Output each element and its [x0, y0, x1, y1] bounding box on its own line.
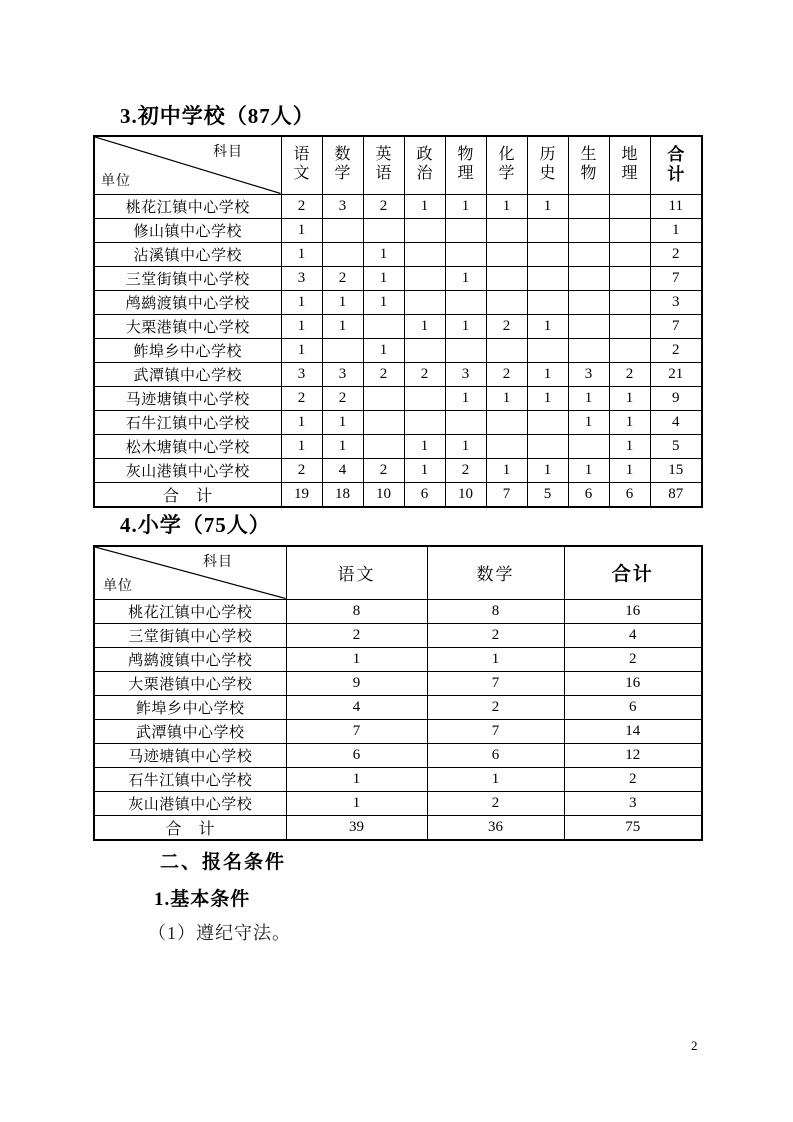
value-cell: 1 [568, 410, 609, 434]
value-cell: 1 [568, 458, 609, 482]
school-name-cell: 武潭镇中心学校 [94, 719, 286, 743]
table-row [94, 695, 702, 719]
school-name-cell: 石牛江镇中心学校 [94, 410, 281, 434]
school-name-cell: 桃花江镇中心学校 [94, 599, 286, 623]
row-total-cell: 16 [564, 599, 702, 623]
value-cell [404, 386, 445, 410]
table-row [94, 743, 702, 767]
value-cell: 2 [281, 386, 322, 410]
grand-total-cell: 75 [564, 815, 702, 840]
corner-label-subject: 科目 [213, 145, 243, 160]
value-cell: 1 [404, 458, 445, 482]
value-cell: 1 [445, 194, 486, 218]
value-cell: 8 [427, 599, 564, 623]
column-header: 物理 [445, 136, 486, 194]
value-cell [404, 338, 445, 362]
total-label-cell: 合 计 [94, 482, 281, 507]
header-row [94, 136, 702, 194]
column-header: 化学 [486, 136, 527, 194]
value-cell [322, 218, 363, 242]
value-cell: 1 [527, 458, 568, 482]
row-total-cell: 4 [650, 410, 702, 434]
value-cell: 1 [486, 386, 527, 410]
value-cell: 8 [286, 599, 427, 623]
value-cell [568, 434, 609, 458]
school-name-cell: 马迹塘镇中心学校 [94, 743, 286, 767]
value-cell [527, 338, 568, 362]
value-cell: 1 [445, 266, 486, 290]
value-cell: 1 [568, 386, 609, 410]
total-value-cell: 6 [609, 482, 650, 507]
row-total-cell: 11 [650, 194, 702, 218]
value-cell [486, 218, 527, 242]
basic-conditions-subheading: 1.基本条件 [154, 889, 251, 910]
value-cell: 1 [527, 362, 568, 386]
value-cell: 1 [527, 194, 568, 218]
value-cell [568, 338, 609, 362]
table-row [94, 242, 702, 266]
value-cell [609, 290, 650, 314]
value-cell: 2 [427, 791, 564, 815]
school-name-cell: 鸬鹚渡镇中心学校 [94, 290, 281, 314]
value-cell: 3 [445, 362, 486, 386]
table-row [94, 767, 702, 791]
section-heading-primary-school: 4.小学（75人） [120, 513, 271, 537]
value-cell: 7 [427, 671, 564, 695]
value-cell: 1 [404, 194, 445, 218]
value-cell [527, 242, 568, 266]
value-cell: 1 [322, 434, 363, 458]
table-row [94, 434, 702, 458]
value-cell [486, 242, 527, 266]
value-cell [363, 434, 404, 458]
value-cell: 3 [568, 362, 609, 386]
value-cell: 2 [404, 362, 445, 386]
value-cell: 2 [427, 695, 564, 719]
value-cell [527, 218, 568, 242]
table-row [94, 386, 702, 410]
school-name-cell: 鲊埠乡中心学校 [94, 338, 281, 362]
value-cell: 1 [445, 434, 486, 458]
value-cell [363, 218, 404, 242]
corner-label-unit: 单位 [103, 578, 133, 594]
value-cell: 2 [322, 266, 363, 290]
row-total-cell: 5 [650, 434, 702, 458]
value-cell: 3 [322, 362, 363, 386]
row-total-cell: 2 [564, 767, 702, 791]
value-cell [609, 338, 650, 362]
value-cell [322, 242, 363, 266]
value-cell: 2 [486, 314, 527, 338]
row-total-cell: 2 [650, 338, 702, 362]
table-row [94, 338, 702, 362]
value-cell [568, 290, 609, 314]
school-name-cell: 松木塘镇中心学校 [94, 434, 281, 458]
table-row [94, 458, 702, 482]
value-cell [568, 266, 609, 290]
column-header-total: 合计 [650, 136, 702, 194]
school-name-cell: 三堂街镇中心学校 [94, 266, 281, 290]
value-cell: 1 [404, 434, 445, 458]
value-cell: 2 [486, 362, 527, 386]
value-cell: 1 [527, 386, 568, 410]
column-header: 政治 [404, 136, 445, 194]
value-cell: 1 [322, 314, 363, 338]
total-value-cell: 18 [322, 482, 363, 507]
value-cell: 1 [609, 410, 650, 434]
value-cell [609, 194, 650, 218]
value-cell: 9 [286, 671, 427, 695]
column-header: 语文 [286, 546, 427, 599]
school-name-cell: 修山镇中心学校 [94, 218, 281, 242]
value-cell: 2 [609, 362, 650, 386]
middle-school-table [93, 135, 703, 508]
conditions-heading: 二、报名条件 [160, 852, 287, 873]
column-header: 历史 [527, 136, 568, 194]
school-name-cell: 灰山港镇中心学校 [94, 458, 281, 482]
value-cell [527, 434, 568, 458]
value-cell [404, 218, 445, 242]
value-cell [445, 410, 486, 434]
value-cell: 1 [281, 434, 322, 458]
value-cell: 4 [286, 695, 427, 719]
table-row [94, 314, 702, 338]
table-row [94, 266, 702, 290]
total-value-cell: 10 [363, 482, 404, 507]
row-total-cell: 12 [564, 743, 702, 767]
table-row [94, 719, 702, 743]
value-cell: 1 [281, 410, 322, 434]
header-row [94, 546, 702, 599]
value-cell [445, 338, 486, 362]
value-cell [568, 218, 609, 242]
value-cell [404, 410, 445, 434]
school-name-cell: 大栗港镇中心学校 [94, 671, 286, 695]
value-cell: 6 [286, 743, 427, 767]
school-name-cell: 武潭镇中心学校 [94, 362, 281, 386]
corner-label-subject: 科目 [203, 555, 233, 570]
table-row [94, 410, 702, 434]
value-cell: 1 [363, 242, 404, 266]
value-cell: 2 [281, 458, 322, 482]
value-cell: 2 [445, 458, 486, 482]
value-cell: 2 [281, 194, 322, 218]
school-name-cell: 石牛江镇中心学校 [94, 767, 286, 791]
value-cell: 7 [286, 719, 427, 743]
table-row [94, 290, 702, 314]
column-header: 数学 [427, 546, 564, 599]
value-cell: 1 [486, 194, 527, 218]
value-cell: 1 [486, 458, 527, 482]
value-cell: 4 [322, 458, 363, 482]
value-cell [568, 194, 609, 218]
column-header: 数学 [322, 136, 363, 194]
row-total-cell: 1 [650, 218, 702, 242]
total-value-cell: 10 [445, 482, 486, 507]
value-cell [609, 218, 650, 242]
column-header-total: 合计 [564, 546, 702, 599]
value-cell: 2 [363, 458, 404, 482]
row-total-cell: 15 [650, 458, 702, 482]
table-row [94, 362, 702, 386]
section-heading-middle-school: 3.初中学校（87人） [120, 104, 315, 128]
value-cell: 1 [281, 290, 322, 314]
row-total-cell: 3 [564, 791, 702, 815]
value-cell: 1 [322, 410, 363, 434]
school-name-cell: 沾溪镇中心学校 [94, 242, 281, 266]
value-cell: 2 [427, 623, 564, 647]
total-row [94, 815, 702, 840]
value-cell [363, 410, 404, 434]
value-cell: 1 [404, 314, 445, 338]
value-cell [322, 338, 363, 362]
row-total-cell: 2 [650, 242, 702, 266]
row-total-cell: 4 [564, 623, 702, 647]
value-cell: 1 [286, 647, 427, 671]
total-value-cell: 39 [286, 815, 427, 840]
value-cell: 1 [286, 767, 427, 791]
row-total-cell: 3 [650, 290, 702, 314]
table-row [94, 671, 702, 695]
value-cell: 1 [322, 290, 363, 314]
value-cell: 1 [363, 290, 404, 314]
value-cell: 1 [281, 338, 322, 362]
value-cell: 1 [281, 242, 322, 266]
value-cell [486, 410, 527, 434]
school-name-cell: 鲊埠乡中心学校 [94, 695, 286, 719]
value-cell: 7 [427, 719, 564, 743]
value-cell: 1 [445, 386, 486, 410]
column-header: 生物 [568, 136, 609, 194]
value-cell: 1 [609, 458, 650, 482]
value-cell: 3 [322, 194, 363, 218]
value-cell: 1 [609, 386, 650, 410]
value-cell [363, 314, 404, 338]
row-total-cell: 2 [564, 647, 702, 671]
value-cell [404, 266, 445, 290]
value-cell: 1 [527, 314, 568, 338]
value-cell [445, 242, 486, 266]
value-cell [568, 242, 609, 266]
value-cell: 1 [427, 647, 564, 671]
row-total-cell: 7 [650, 314, 702, 338]
value-cell: 6 [427, 743, 564, 767]
value-cell: 1 [281, 314, 322, 338]
value-cell [609, 242, 650, 266]
school-name-cell: 大栗港镇中心学校 [94, 314, 281, 338]
total-row [94, 482, 702, 507]
column-header: 英语 [363, 136, 404, 194]
value-cell [445, 218, 486, 242]
table-row [94, 599, 702, 623]
column-header: 语文 [281, 136, 322, 194]
table-row [94, 194, 702, 218]
value-cell [527, 266, 568, 290]
row-total-cell: 6 [564, 695, 702, 719]
total-label-cell: 合 计 [94, 815, 286, 840]
total-value-cell: 7 [486, 482, 527, 507]
value-cell [527, 410, 568, 434]
total-value-cell: 5 [527, 482, 568, 507]
row-total-cell: 16 [564, 671, 702, 695]
row-total-cell: 21 [650, 362, 702, 386]
diagonal-header-cell [94, 136, 281, 194]
value-cell [527, 290, 568, 314]
school-name-cell: 灰山港镇中心学校 [94, 791, 286, 815]
grand-total-cell: 87 [650, 482, 702, 507]
value-cell [609, 266, 650, 290]
value-cell: 1 [363, 338, 404, 362]
corner-label-unit: 单位 [101, 173, 131, 189]
value-cell [363, 386, 404, 410]
value-cell: 1 [281, 218, 322, 242]
table-row [94, 218, 702, 242]
row-total-cell: 7 [650, 266, 702, 290]
diagonal-header-cell [94, 546, 286, 599]
table-row [94, 647, 702, 671]
value-cell: 3 [281, 266, 322, 290]
value-cell [609, 314, 650, 338]
value-cell: 1 [363, 266, 404, 290]
value-cell [445, 290, 486, 314]
school-name-cell: 桃花江镇中心学校 [94, 194, 281, 218]
column-header: 地理 [609, 136, 650, 194]
value-cell: 3 [281, 362, 322, 386]
table-row [94, 791, 702, 815]
value-cell [486, 338, 527, 362]
school-name-cell: 马迹塘镇中心学校 [94, 386, 281, 410]
value-cell [486, 290, 527, 314]
total-value-cell: 19 [281, 482, 322, 507]
value-cell: 2 [286, 623, 427, 647]
total-value-cell: 36 [427, 815, 564, 840]
primary-school-table [93, 545, 703, 841]
value-cell [568, 314, 609, 338]
table-row [94, 623, 702, 647]
row-total-cell: 9 [650, 386, 702, 410]
value-cell: 2 [322, 386, 363, 410]
school-name-cell: 三堂街镇中心学校 [94, 623, 286, 647]
total-value-cell: 6 [568, 482, 609, 507]
value-cell: 2 [363, 194, 404, 218]
value-cell [486, 434, 527, 458]
row-total-cell: 14 [564, 719, 702, 743]
value-cell: 1 [609, 434, 650, 458]
value-cell: 1 [286, 791, 427, 815]
value-cell [486, 266, 527, 290]
page-number: 2 [691, 1038, 698, 1053]
total-value-cell: 6 [404, 482, 445, 507]
value-cell: 1 [427, 767, 564, 791]
value-cell: 1 [445, 314, 486, 338]
value-cell [404, 290, 445, 314]
value-cell: 2 [363, 362, 404, 386]
value-cell [404, 242, 445, 266]
school-name-cell: 鸬鹚渡镇中心学校 [94, 647, 286, 671]
condition-item-1: （1）遵纪守法。 [148, 923, 291, 943]
